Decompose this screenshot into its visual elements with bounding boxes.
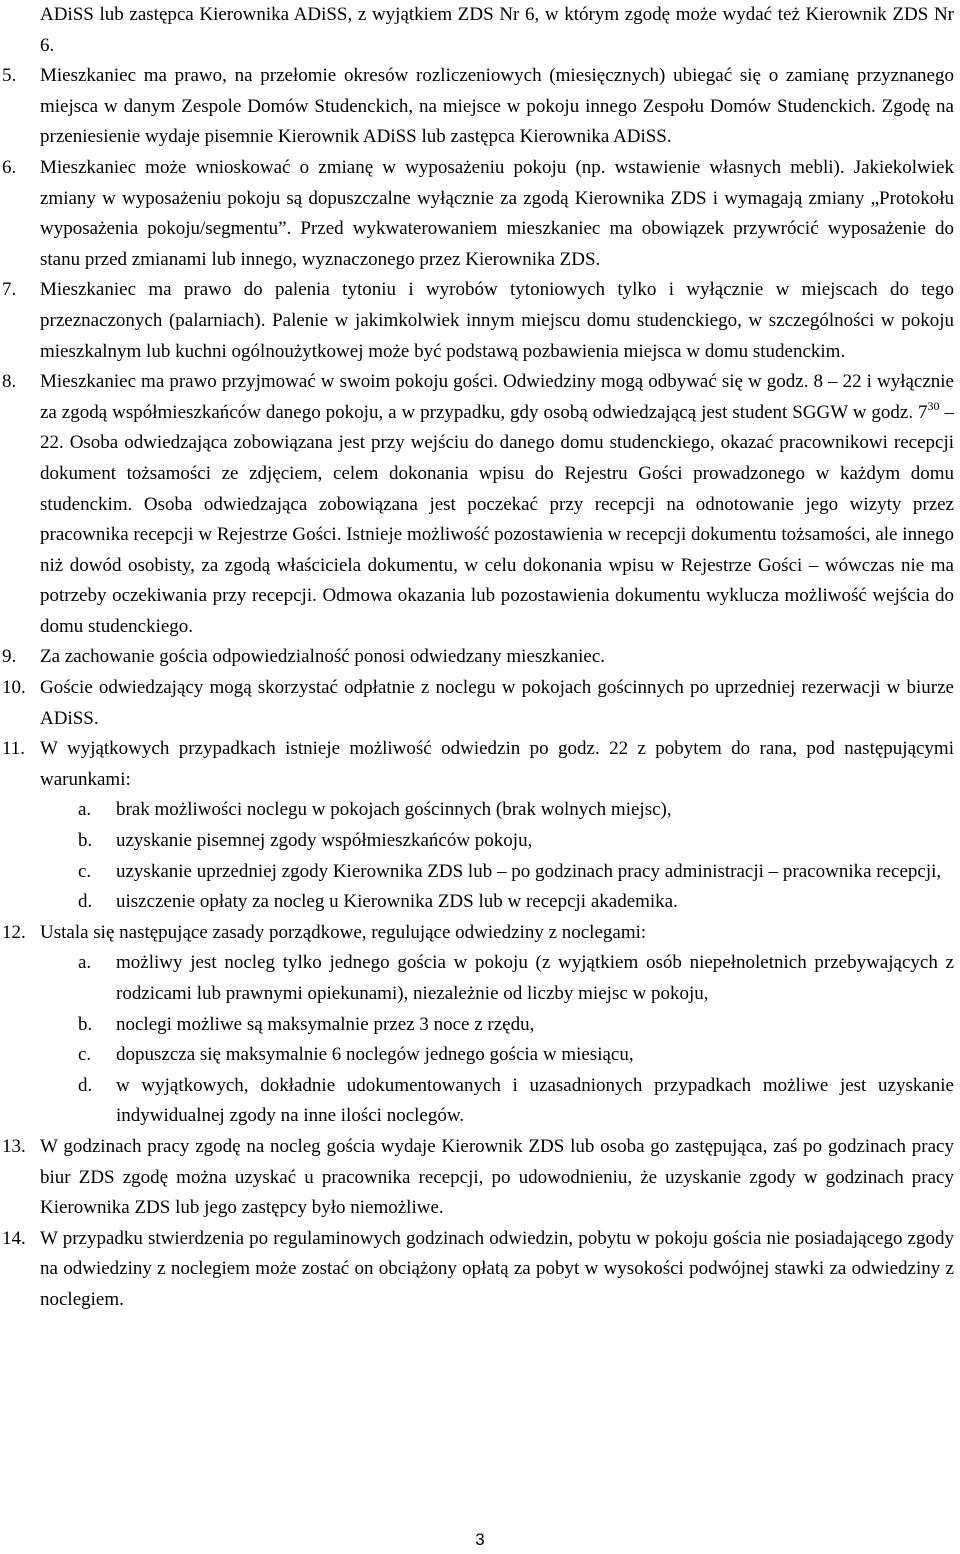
item-text: Goście odwiedzający mogą skorzystać odpłatnie z noclegu w pokojach gościnnych po uprzedniej rezerwacji w biurze ADiSS. (40, 677, 954, 729)
list-item-13 (0, 1132, 960, 1224)
item-text-part-a: Mieszkaniec ma prawo przyjmować w swoim pokoju gości. Odwiedziny mogą odbywać się w godz. 8 – 22 i wyłącznie za zgodą współmieszkańców danego pokoju, a w przypadku, gdy osobą odwiedzającą jest student SGGW w godz. 7 (40, 371, 954, 423)
item-number: 13. (2, 1135, 26, 1157)
item-text: Mieszkaniec ma prawo do palenia tytoniu i wyrobów tytoniowych tylko i wyłącznie w miejscach do tego przeznaczonych (palarniach). Palenie w jakimkolwiek innym miejscu domu studenckiego, w szczególności w pokoju mieszkalnym lub kuchni ogólnoużytkowej może być podstawą pozbawienia miejsca w domu studenckim. (40, 279, 954, 362)
continued-paragraph: ADiSS lub zastępca Kierownika ADiSS, z wyjątkiem ZDS Nr 6, w którym zgodę może wydać też Kierownik ZDS Nr 6. (40, 4, 954, 56)
sub-item-text: uzyskanie pisemnej zgody współmieszkańców pokoju, (116, 830, 533, 852)
list-item-11 (0, 734, 960, 795)
list-item-8 (0, 367, 960, 642)
sub-item-letter: c. (78, 860, 92, 882)
sub-item-text: brak możliwości noclegu w pokojach gościnnych (brak wolnych miejsc), (116, 799, 672, 821)
sub-item-letter: a. (78, 799, 92, 821)
sub-item-letter: b. (78, 1013, 93, 1035)
superscript-minutes: 30 (927, 398, 940, 413)
sub-item-text: uzyskanie uprzedniej zgody Kierownika ZDS lub – po godzinach pracy administracji – pracownika recepcji, (116, 860, 942, 882)
item-number: 5. (2, 65, 17, 87)
list-item-6 (0, 153, 960, 275)
sub-item-text: w wyjątkowych, dokładnie udokumentowanych i uzasadnionych przypadkach możliwe jest uzyskanie indywidualnej zgody na inne ilości noclegów. (116, 1074, 954, 1127)
item-text-part-b: – 22. Osoba odwiedzająca zobowiązana jest przy wejściu do danego domu studenckiego, okazać pracownikowi recepcji dokument tożsamości ze zdjęciem, celem dokonania wpisu do Rejestru Gości prowadzonego w każdym domu studenckim. Osoba odwiedzająca zobowiązana jest poczekać przy recepcji na odnotowanie jego wizyty przez pracownika recepcji w Rejestrze Gości. Istnieje możliwość pozostawienia w recepcji dokumentu tożsamości, ale innego niż dowód osobisty, za zgodą właściciela dokumentu, w celu dokonania wpisu w Rejestrze Gości – wówczas nie ma potrzeby oczekiwania przy recepcji. Odmowa okazania lub pozostawienia dokumentu wyklucza możliwość wejścia do domu studenckiego. (40, 401, 954, 637)
sub-item-11a (0, 795, 960, 826)
item-number: 12. (2, 921, 26, 943)
item-text: Ustala się następujące zasady porządkowe, regulujące odwiedziny z noclegami: (40, 921, 647, 943)
sub-item-letter: d. (78, 891, 93, 913)
sub-item-11b (0, 826, 960, 857)
list-item-7 (0, 275, 960, 367)
item-text: Za zachowanie gościa odpowiedzialność ponosi odwiedzany mieszkaniec. (40, 646, 606, 668)
item-text: W wyjątkowych przypadkach istnieje możliwość odwiedzin po godz. 22 z pobytem do rana, pod następującymi warunkami: (40, 738, 954, 790)
page-number: 3 (475, 1530, 485, 1549)
sub-item-letter: b. (78, 830, 93, 852)
sub-item-12b (0, 1010, 960, 1041)
sub-item-11d (0, 887, 960, 918)
sub-item-letter: a. (78, 952, 92, 974)
sub-item-text: uiszczenie opłaty za nocleg u Kierownika ZDS lub w recepcji akademika. (116, 891, 678, 913)
sub-item-12d (0, 1071, 960, 1132)
sub-item-12c (0, 1040, 960, 1071)
list-item-9 (0, 642, 960, 673)
item-number: 9. (2, 646, 17, 668)
list-item-14 (0, 1224, 960, 1316)
item-text: W godzinach pracy zgodę na nocleg gościa wydaje Kierownik ZDS lub osoba go zastępująca, zaś po godzinach pracy biur ZDS zgodę można uzyskać u pracownika recepcji, po udowodnieniu, że uzyskanie zgody w godzinach pracy Kierownika ZDS lub jego zastępcy było niemożliwe. (40, 1135, 954, 1219)
sub-item-text: możliwy jest nocleg tylko jednego gościa w pokoju (z wyjątkiem osób niepełnoletnich przebywających z rodzicami lub prawnymi opiekunami), niezależnie od liczby miejsc w pokoju, (116, 952, 954, 1004)
sub-item-letter: c. (78, 1044, 92, 1066)
item-text: Mieszkaniec ma prawo, na przełomie okresów rozliczeniowych (miesięcznych) ubiegać się o zamianę przyznanego miejsca w danym Zespole Domów Studenckich, na miejsce w pokoju innego Zespołu Domów Studenckich. Zgodę na przeniesienie wydaje pisemnie Kierownik ADiSS lub zastępca Kierownika ADiSS. (40, 65, 954, 148)
list-item-12 (0, 918, 960, 949)
sub-item-letter: d. (78, 1074, 93, 1096)
sub-item-11c (0, 857, 960, 888)
item-number: 7. (2, 279, 17, 301)
item-number: 10. (2, 677, 26, 699)
item-number: 14. (2, 1227, 26, 1249)
item-text: Mieszkaniec może wnioskować o zmianę w wyposażeniu pokoju (np. wstawienie własnych mebli). Jakiekolwiek zmiany w wyposażeniu pokoju są dopuszczalne wyłącznie za zgodą Kierownika ZDS i wymagają zmiany „Protokołu wyposażenia pokoju/segmentu”. Przed wykwaterowaniem mieszkaniec ma obowiązek przywrócić wyposażenie do stanu przed zmianami lub innego, wyznaczonego przez Kierownika ZDS. (40, 156, 954, 270)
item-number: 6. (2, 156, 17, 178)
sub-item-text: dopuszcza się maksymalnie 6 noclegów jednego gościa w miesiącu, (116, 1044, 634, 1066)
list-item-10 (0, 673, 960, 734)
item-number: 11. (2, 738, 26, 760)
list-item-5 (0, 61, 960, 153)
item-text: W przypadku stwierdzenia po regulaminowych godzinach odwiedzin, pobytu w pokoju gościa nie posiadającego zgody na odwiedziny z noclegiem może zostać on obciążony opłatą za pobyt w wysokości podwójnej stawki za odwiedziny z noclegiem. (40, 1227, 954, 1310)
sub-item-text: noclegi możliwe są maksymalnie przez 3 noce z rzędu, (116, 1013, 535, 1035)
item-number: 8. (2, 371, 17, 393)
sub-item-12a (0, 948, 960, 1009)
